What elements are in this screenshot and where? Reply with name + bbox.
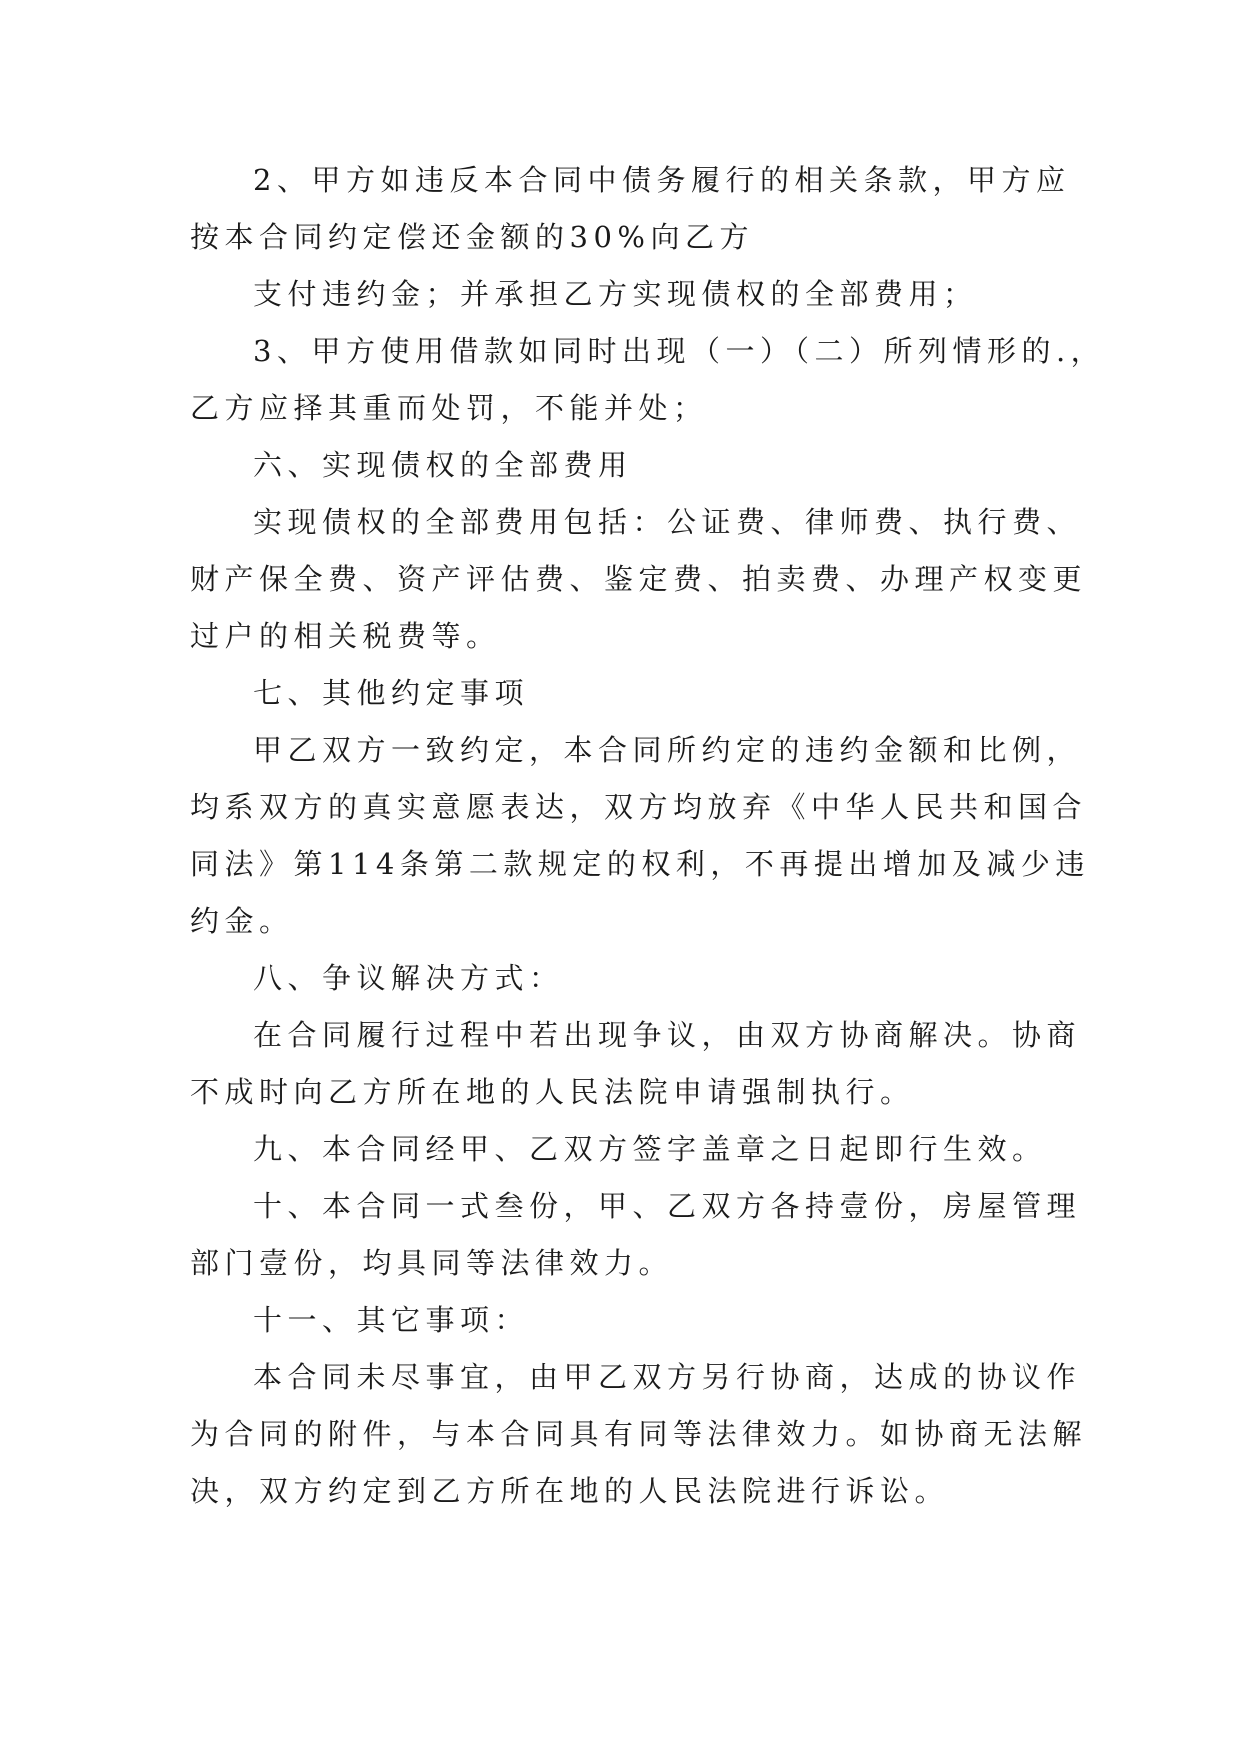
text-line: 不成时向乙方所在地的人民法院申请强制执行。 <box>190 1075 915 1109</box>
text-line: 3、甲方使用借款如同时出现（一）（二）所列情形的.， <box>253 334 1106 368</box>
text-line: 实现债权的全部费用包括：公证费、律师费、执行费、 <box>253 505 1082 539</box>
text-line: 过户的相关税费等。 <box>190 619 501 653</box>
section-heading: 七、其他约定事项 <box>253 676 530 710</box>
text-line: 均系双方的真实意愿表达，双方均放弃《中华人民共和国合 <box>190 790 1088 824</box>
section-heading: 六、实现债权的全部费用 <box>253 448 633 482</box>
text-line: 约金。 <box>190 904 294 938</box>
section-heading: 十一、其它事项： <box>253 1303 530 1337</box>
text-line: 本合同未尽事宜，由甲乙双方另行协商，达成的协议作 <box>253 1360 1082 1394</box>
text-line: 乙方应择其重而处罚，不能并处； <box>190 391 708 425</box>
section-heading: 八、争议解决方式： <box>253 961 564 995</box>
text-line: 部门壹份，均具同等法律效力。 <box>190 1246 674 1280</box>
text-line: 甲乙双方一致约定，本合同所约定的违约金额和比例， <box>253 733 1082 767</box>
text-line: 决，双方约定到乙方所在地的人民法院进行诉讼。 <box>190 1474 950 1508</box>
section-heading: 九、本合同经甲、乙双方签字盖章之日起即行生效。 <box>253 1132 1047 1166</box>
text-line: 在合同履行过程中若出现争议，由双方协商解决。协商 <box>253 1018 1082 1052</box>
text-line: 财产保全费、资产评估费、鉴定费、拍卖费、办理产权变更 <box>190 562 1088 596</box>
text-line: 同法》第114条第二款规定的权利，不再提出增加及减少违 <box>190 847 1090 881</box>
text-line: 支付违约金；并承担乙方实现债权的全部费用； <box>253 277 978 311</box>
text-line: 为合同的附件，与本合同具有同等法律效力。如协商无法解 <box>190 1417 1088 1451</box>
text-line: 2、甲方如违反本合同中债务履行的相关条款，甲方应 <box>253 163 1071 197</box>
section-heading: 十、本合同一式叁份，甲、乙双方各持壹份，房屋管理 <box>253 1189 1082 1223</box>
text-line: 按本合同约定偿还金额的30%向乙方 <box>190 220 754 254</box>
